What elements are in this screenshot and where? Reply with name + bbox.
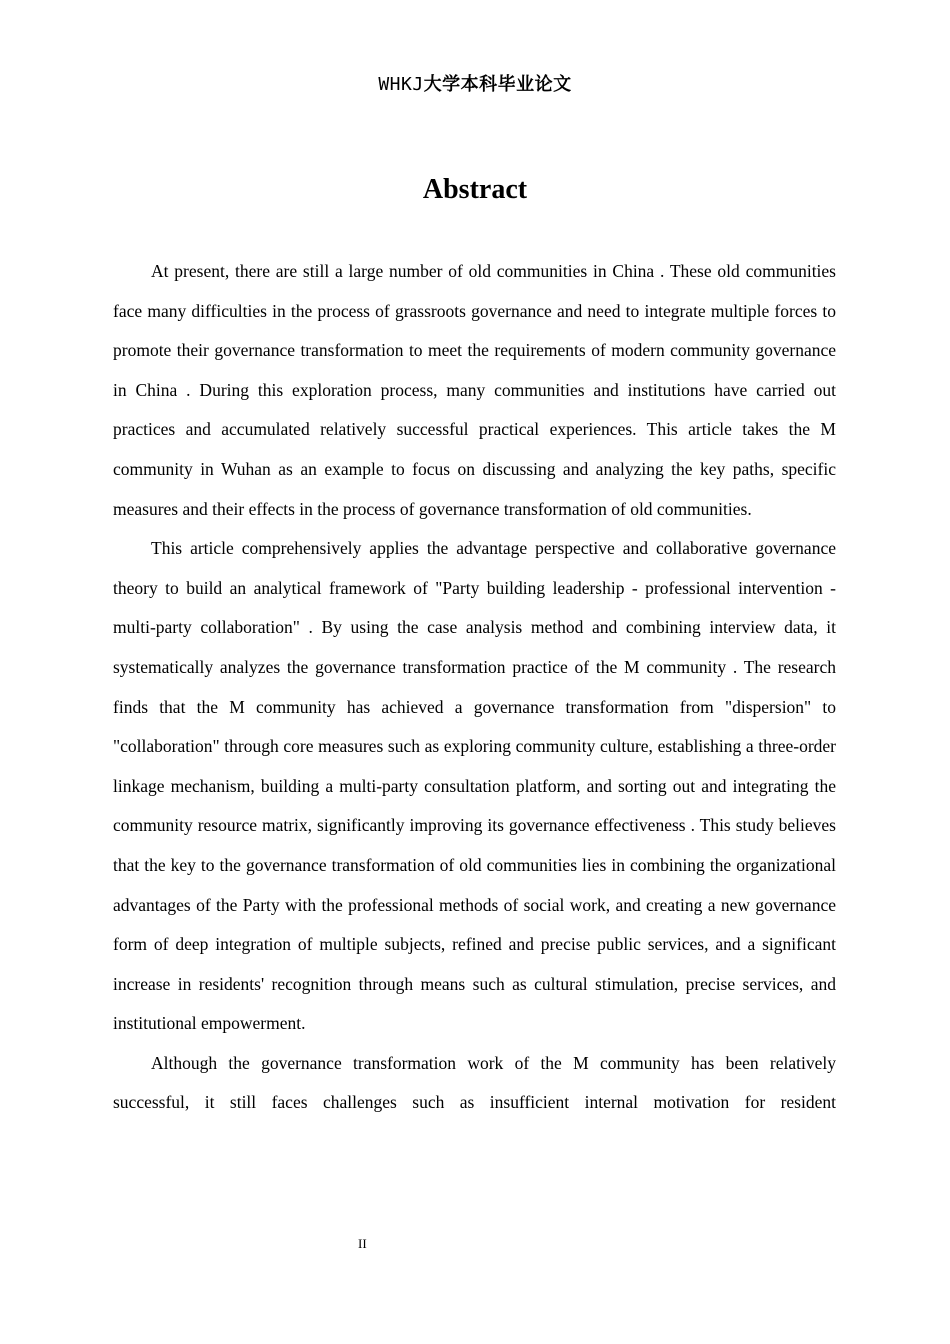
page-number: II [358,1236,367,1251]
abstract-paragraph-2: This article comprehensively applies the advantage perspective and collaborative governance theory to build an analytical framework of "Party building leadership - professional intervention - multi-party collaboration" . By using the case analysis method and combining interview data, it systematically analyzes the governance transformation practice of the M community . The research finds that the M community has achieved a governance transformation from "dispersion" to "collaboration" through core measures such as exploring community culture, establishing a three-order linkage mechanism, building a multi-party consultation platform, and sorting out and integrating the community resource matrix, significantly improving its governance effectiveness . This study believes that the key to the governance transformation of old communities lies in combining the organizational advantages of the Party with the professional methods of social work, and creating a new governance form of deep integration of multiple subjects, refined and precise public services, and a significant increase in residents' recognition through means such as cultural stimulation, precise services, and institutional empowerment. [113,538,836,1034]
abstract-paragraph-1: At present, there are still a large number of old communities in China . These old communities face many difficulties in the process of grassroots governance and need to integrate multiple forces to promote their governance transformation to meet the requirements of modern community governance in China . During this exploration process, many communities and institutions have carried out practices and accumulated relatively successful practical experiences. This article takes the M community in Wuhan as an example to focus on discussing and analyzing the key paths, specific measures and their effects in the process of governance transformation of old communities. [113,261,836,519]
header-thesis-label: 大学本科毕业论文 [423,74,572,95]
running-header [0,70,950,96]
header-institution-code: WHKJ [378,74,424,95]
abstract-body [113,252,836,1123]
abstract-title: Abstract [422,174,528,205]
abstract-paragraph-3: Although the governance transformation work of the M community has been relatively successful, it still faces challenges such as insufficient internal motivation for resident [113,1052,836,1113]
